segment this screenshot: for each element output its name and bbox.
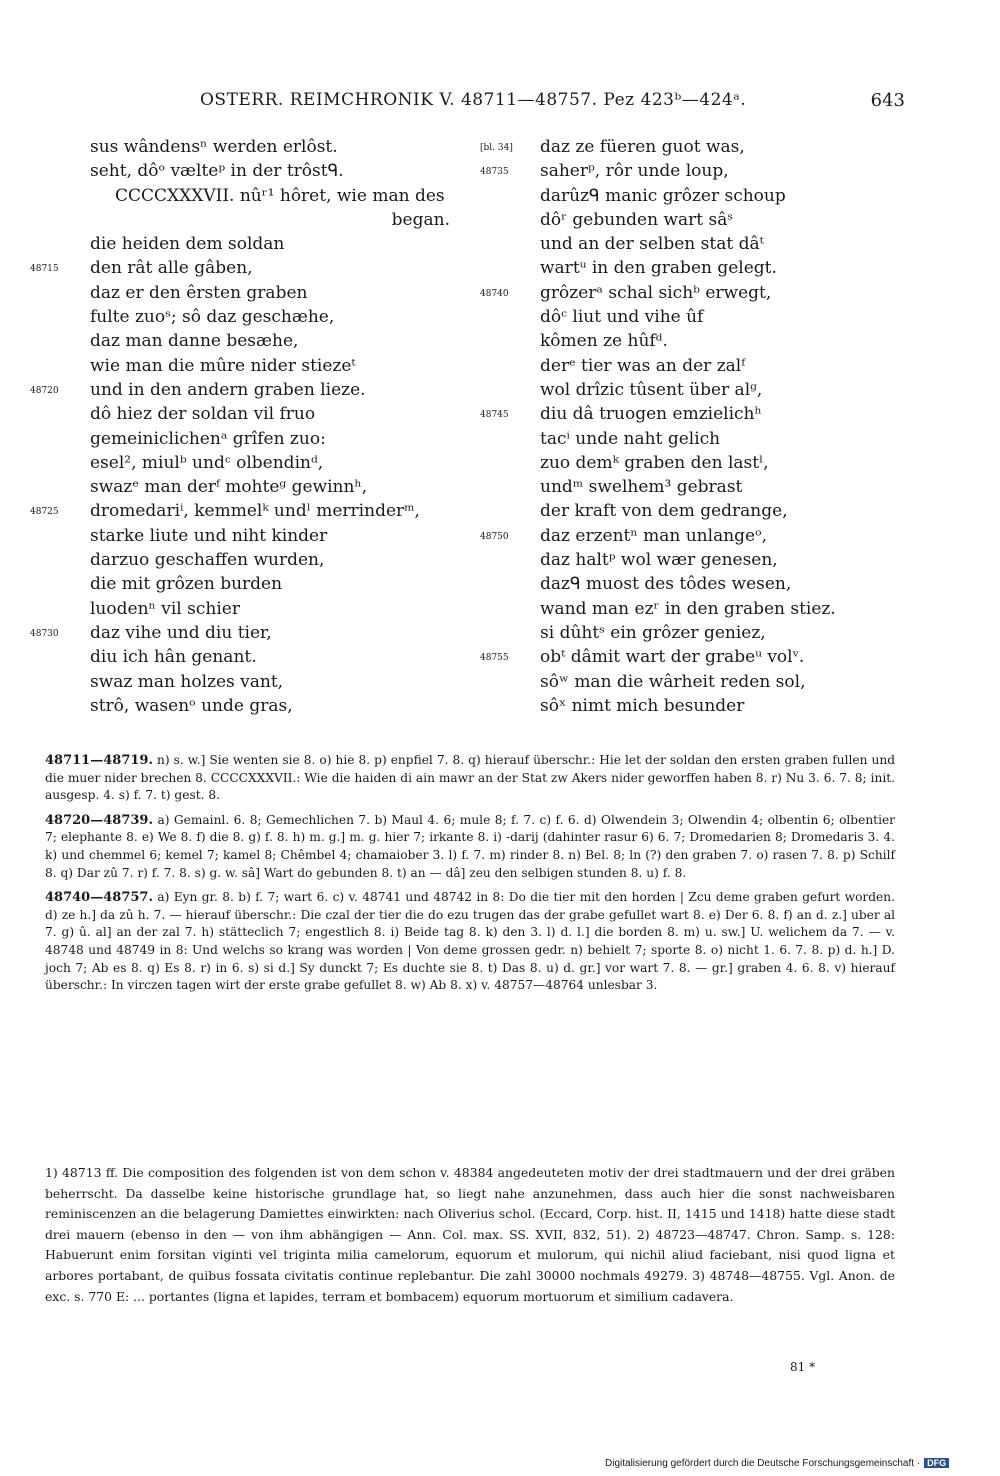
- verse-line: [480, 159, 880, 183]
- verse-text: fulte zuoˢ; sô daz geschæhe,: [90, 307, 335, 328]
- verse-line: [30, 499, 450, 523]
- verse-text: zuo demᵏ graben den lastˡ,: [540, 452, 769, 473]
- verse-line: [480, 184, 880, 208]
- verse-line: [30, 281, 450, 305]
- apparatus-entry: [45, 889, 895, 995]
- verse-text: dazᑫ muost des tôdes wesen,: [540, 574, 792, 595]
- verse-line: [30, 135, 450, 159]
- apparatus-text: a) Eyn gr. 8. b) f. 7; wart 6. c) v. 48741 und 48742 in 8: Do die tier mit den horden | Zcu deme graben gefurt worden. d) ze h.] da zû h. 7. — hierauf überschr.: Die czal der tier die do ezu trugen das der grabe gefullet wart 8. e) Der 6. 8. f) an d. z.] uber al 7. g) û. al] an der zal 7. h) stätteclich 7; engestlich 8. i) Beide tag 8. k) den 3. l) d. l.] die borden 8. m) u. sw.] U. welichem da 7. — v. 48748 und 48749 in 8: Und welchs so krang was worden | Von deme grossen gedr. n) behielt 7; sporte 8. o) nicht 1. 6. 7. 8. p) d. h.] D. joch 7; Ab es 8. q) Es 8. r) in 6. s) si d.] Sy dunckt 7; Es duchte sie 8. t) Das 8. u) d. gr.] vor wart 7. 8. — gr.] graben 4. 6. 8. v) hierauf überschr.: In virczen tagen wirt der erste grabe gefullet 8. w) Ab 8. x) v. 48757—48764 unlesbar 3.: [45, 890, 895, 993]
- verse-text: wand man ezʳ in den graben stiez.: [540, 598, 836, 619]
- verse-line: [480, 645, 880, 669]
- footnotes: [45, 1163, 895, 1307]
- verse-line: [480, 694, 880, 718]
- verse-text: daz er den êrsten graben: [90, 282, 308, 303]
- verse-line: [30, 670, 450, 694]
- verse-line: [480, 475, 880, 499]
- verse-text: strô, wasenᵒ unde gras,: [90, 695, 293, 716]
- verse-text: und in den andern graben lieze.: [90, 379, 366, 400]
- verse-column-left: [30, 135, 450, 718]
- line-number: 48755: [480, 653, 509, 664]
- page-number: 643: [870, 90, 905, 111]
- line-number: 48750: [480, 531, 509, 542]
- verse-text: der kraft von dem gedrange,: [540, 501, 788, 522]
- verse-text: kômen ze hûfᵈ.: [540, 331, 668, 352]
- verse-text: seht, dôᵒ vælteᵖ in der trôstᑫ.: [90, 161, 344, 182]
- apparatus-label: 48711—48719.: [45, 753, 153, 768]
- verse-line: [480, 281, 880, 305]
- line-number: 48720: [30, 385, 59, 396]
- verse-line: [480, 208, 880, 232]
- verse-text: diu dâ truogen emzielichʰ: [540, 404, 762, 425]
- verse-text: darzuo geschaffen wurden,: [90, 550, 325, 571]
- verse-text: die mit grôzen burden: [90, 574, 283, 595]
- verse-text: swaz man holzes vant,: [90, 671, 284, 692]
- verse-text: saherᵖ, rôr unde loup,: [540, 161, 729, 182]
- verse-line: [30, 159, 450, 183]
- verse-line: [30, 354, 450, 378]
- verse-line: [30, 524, 450, 548]
- verse-line: [480, 135, 880, 159]
- footnotes-text: 1) 48713 ff. Die composition des folgenden ist von dem schon v. 48384 angedeuteten motiv der drei stadtmauern und der drei gräben beherrscht. Da dasselbe keine historische grundlage hat, so liegt nahe anzunehmen, dass auch hier die sonst nachweisbaren reminiscenzen an die belagerung Damiettes einwirkten: nach Oliverius schol. (Eccard, Corp. hist. II, 1415 und 1418) hatte diese stadt drei mauern (ebenso in den — von ihm abhängigen — Ann. Col. max. SS. XVII, 832, 51). 2) 48723—48747. Chron. Samp. s. 128: Habuerunt enim forsitan viginti vel triginta milia camelorum, equorum et mulorum, qui nichil aliud faciebant, nisi quod ligna et arbores portabant, de quibus fossata civitatis continue replebantur. Die zahl 30000 nochmals 49279. 3) 48748—48755. Vgl. Anon. de exc. s. 770 E: ... portantes (ligna et lapides, terram et bombacem) equorum mortuorum et similium cadavera.: [45, 1165, 895, 1304]
- verse-text: sus wândensⁿ werden erlôst.: [90, 137, 338, 157]
- verse-line: [480, 402, 880, 426]
- verse-text: darûzᑫ manic grôzer schoup: [540, 185, 786, 206]
- verse-line: [480, 524, 880, 548]
- verse-line: [480, 305, 880, 329]
- digitization-footer: [605, 1458, 949, 1469]
- line-number: 48735: [480, 167, 509, 178]
- verse-text: CCCCXXXVII. nûʳ¹ hôret, wie man des: [115, 185, 445, 206]
- line-number: 48725: [30, 507, 59, 518]
- verse-line: [480, 378, 880, 402]
- verse-line: [30, 475, 450, 499]
- verse-text: grôzerᵃ schal sichᵇ erwegt,: [540, 282, 772, 303]
- verse-line: [30, 621, 450, 645]
- verse-line: [480, 329, 880, 353]
- verse-text: esel², miulᵇ undᶜ olbendinᵈ,: [90, 452, 324, 473]
- verse-text: sôʷ man die wârheit reden sol,: [540, 671, 806, 692]
- verse-text: swazᵉ man derᶠ mohteᵍ gewinnʰ,: [90, 477, 368, 498]
- verse-line: [30, 597, 450, 621]
- critical-apparatus: [45, 752, 895, 1002]
- verse-line: [480, 597, 880, 621]
- verse-text: wol drîzic tûsent über alᵍ,: [540, 379, 763, 400]
- line-number: 48745: [480, 410, 509, 421]
- signature-mark: 81 *: [790, 1360, 816, 1374]
- verse-line: [30, 645, 450, 669]
- dfg-logo: DFG: [924, 1458, 949, 1468]
- verse-line: [480, 621, 880, 645]
- verse-text: undᵐ swelhem³ gebrast: [540, 477, 743, 498]
- verse-line: [30, 694, 450, 718]
- line-number: [bl. 34]: [480, 143, 513, 153]
- verse-column-right: [480, 135, 880, 718]
- running-title: OSTERR. REIMCHRONIK V. 48711—48757. Pez 423ᵇ—424ᵃ.: [200, 90, 747, 110]
- verse-text: dromedariⁱ, kemmelᵏ undˡ merrinderᵐ,: [90, 501, 420, 522]
- verse-line: [480, 572, 880, 596]
- verse-line: [480, 354, 880, 378]
- verse-line: [30, 184, 450, 208]
- verse-text: tacⁱ unde naht gelich: [540, 428, 721, 449]
- verse-text: dô hiez der soldan vil fruo: [90, 404, 316, 425]
- verse-line: [480, 499, 880, 523]
- verse-text: luodenⁿ vil schier: [90, 598, 240, 619]
- verse-line: [30, 402, 450, 426]
- verse-line: [480, 256, 880, 280]
- verse-line: [30, 451, 450, 475]
- verse-text: daz erzentⁿ man unlangeᵒ,: [540, 525, 768, 546]
- verse-line: [30, 329, 450, 353]
- verse-line: [30, 256, 450, 280]
- verse-text: starke liute und niht kinder: [90, 525, 328, 546]
- apparatus-label: 48740—48757.: [45, 890, 153, 906]
- running-header: [40, 90, 905, 118]
- verse-text: sôˣ nimt mich besunder: [540, 695, 745, 716]
- verse-text: dôᶜ liut und vihe ûf: [540, 307, 704, 328]
- apparatus-label: 48720—48739.: [45, 812, 153, 828]
- verse-text: daz ze füeren guot was,: [540, 137, 745, 157]
- footer-text: Digitalisierung gefördert durch die Deutsche Forschungsgemeinschaft ·: [605, 1458, 921, 1469]
- verse-line: [480, 232, 880, 256]
- verse-text: die heiden dem soldan: [90, 234, 285, 255]
- verse-text: wartᵘ in den graben gelegt.: [540, 258, 777, 279]
- apparatus-entry: [45, 752, 895, 805]
- verse-text: began.: [391, 209, 450, 230]
- verse-text: obᵗ dâmit wart der grabeᵘ volᵛ.: [540, 647, 805, 668]
- verse-line: [480, 548, 880, 572]
- verse-line: [30, 427, 450, 451]
- verse-line: [30, 378, 450, 402]
- line-number: 48730: [30, 628, 59, 639]
- verse-line: [30, 232, 450, 256]
- apparatus-text: n) s. w.] Sie wenten sie 8. o) hie 8. p) enpfiel 7. 8. q) hierauf überschr.: Hie let der soldan den ersten graben fullen und die muer nider brechen 8. CCCCXXXVII.: Wie die haiden di ain mawr an der Stat zw Akers nider geworffen haben 8. r) Nu 3. 6. 7. 8; init. ausgesp. 4. s) f. 7. t) gest. 8.: [45, 753, 896, 803]
- verse-line: [480, 670, 880, 694]
- line-number: 48715: [30, 264, 59, 275]
- verse-line: [30, 208, 450, 232]
- apparatus-text: a) Gemainl. 6. 8; Gemechlichen 7. b) Maul 4. 6; mule 8; f. 7. c) f. 6. d) Olwendein 3; Olwendin 4; olbentin 6; olbentier 7; elephante 8. e) We 8. f) die 8. g) f. 8. h) m. g.] m. g. hier 7; irkante 8. i) -darij (dahinter rasur 6) 6. 7; Dromedarien 8; Dromedaris 3. 4. k) und chemmel 6; kemel 7; kamel 8; Chêmbel 4; chamaiober 3. l) f. 7. m) rinder 8. n) Bel. 8; ln (?) den graben 7. o) rasen 7. 8. p) Schilf 8. q) Dar zû 7. r) f. 7. 8. s) g. w. sâ] Wart do gebunden 8. t) an — dâ] zeu den selbigen stunden 8. u) f. 8.: [45, 812, 896, 880]
- verse-text: gemeiniclichenᵃ grîfen zuo:: [90, 428, 326, 449]
- apparatus-entry: [45, 812, 895, 882]
- verse-text: dôʳ gebunden wart sâˢ: [540, 209, 734, 230]
- verse-text: daz haltᵖ wol wær genesen,: [540, 550, 778, 571]
- verse-text: daz man danne besæhe,: [90, 331, 299, 352]
- verse-line: [30, 548, 450, 572]
- verse-text: diu ich hân genant.: [90, 647, 257, 668]
- verse-line: [480, 427, 880, 451]
- verse-text: und an der selben stat dâᵗ: [540, 234, 764, 255]
- verse-text: si dûhtˢ ein grôzer geniez,: [540, 622, 766, 643]
- verse-text: derᵉ tier was an der zalᶠ: [540, 355, 745, 376]
- line-number: 48740: [480, 288, 509, 299]
- verse-text: wie man die mûre nider stiezeᵗ: [90, 355, 356, 376]
- verse-line: [480, 451, 880, 475]
- verse-text: den rât alle gâben,: [90, 258, 253, 279]
- verse-text: daz vihe und diu tier,: [90, 622, 272, 643]
- verse-line: [30, 305, 450, 329]
- verse-line: [30, 572, 450, 596]
